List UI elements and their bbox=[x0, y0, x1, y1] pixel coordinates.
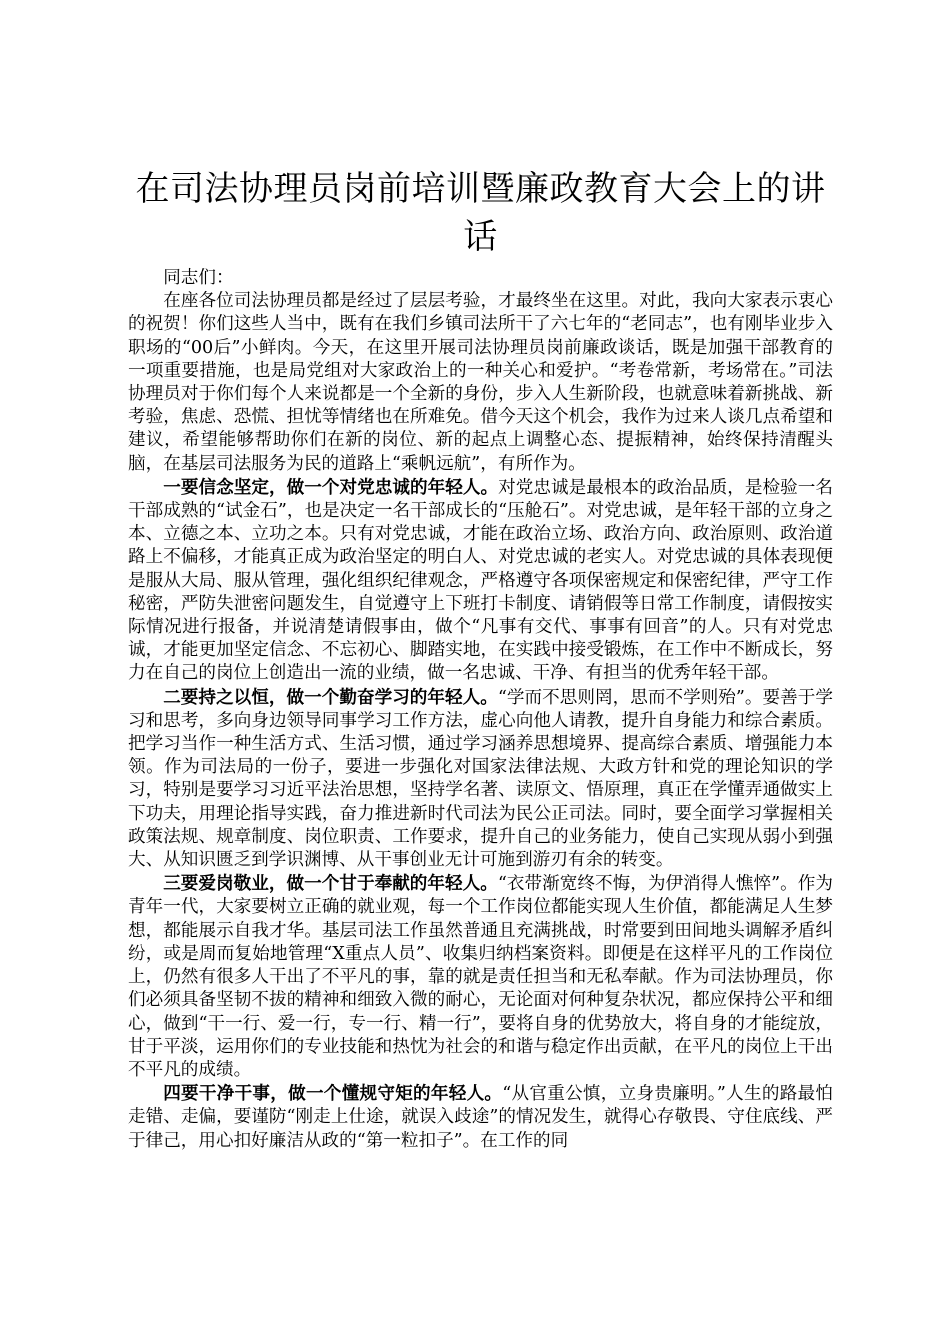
document-title: 在司法协理员岗前培训暨廉政教育大会上的讲话 bbox=[135, 169, 826, 257]
point-heading-1: 一要信念坚定，做一个对党忠诚的年轻人。 bbox=[163, 476, 499, 498]
document-body bbox=[128, 267, 833, 1153]
point-paragraph-3 bbox=[128, 872, 833, 1082]
point-heading-2: 二要持之以恒，做一个勤奋学习的年轻人。 bbox=[163, 686, 498, 708]
point-heading-4: 四要干净干事，做一个懂规守矩的年轻人。 bbox=[163, 1083, 503, 1105]
point-text-3: “衣带渐宽终不悔，为伊消得人憔悴”。作为青年一代，大家要树立正确的就业观，每一个工作岗位都能实现人生价值，都能满足人生梦想，都能展示自我才华。基层司法工作虽然普通且充满挑战，时常要到田间地头调解矛盾纠纷，或是周而复始地管理“X重点人员”、收集归纳档案资料。即便是在这样平凡的工作岗位上，仍然有很多人干出了不平凡的事，靠的就是责任担当和无私奉献。作为司法协理员，你们必须具备坚韧不拔的精神和细致入微的耐心，无论面对何种复杂状况，都应保持公平和细心，做到“干一行、爱一行，专一行、精一行”，要将自身的优势放大，将自身的才能绽放，甘于平淡，运用你们的专业技能和热忱为社会的和谐与稳定作出贡献，在平凡的岗位上干出不平凡的成绩。 bbox=[128, 874, 833, 1080]
point-paragraph-4 bbox=[128, 1082, 833, 1153]
point-paragraph-1 bbox=[128, 476, 833, 686]
document-page bbox=[128, 165, 833, 1153]
point-paragraph-2 bbox=[128, 686, 833, 873]
point-heading-3: 三要爱岗敬业，做一个甘于奉献的年轻人。 bbox=[163, 873, 498, 895]
point-text-1: 对党忠诚是最根本的政治品质，是检验一名干部成熟的“试金石”，也是决定一名干部成长的“压舱石”。对党忠诚，是年轻干部的立身之本、立德之本、立功之本。只有对党忠诚，才能在政治立场、政治方向、政治原则、政治道路上不偏移，才能真正成为政治坚定的明白人、对党忠诚的老实人。对党忠诚的具体表现便是服从大局、服从管理，强化组织纪律观念，严格遵守各项保密规定和保密纪律，严守工作秘密，严防失泄密问题发生，自觉遵守上下班打卡制度、请销假等日常工作制度，请假按实际情况进行报备，并说清楚请假事由，做个“凡事有交代、事事有回音”的人。只有对党忠诚，才能更加坚定信念、不忘初心、脚踏实地，在实践中接受锻炼，在工作中不断成长，努力在自己的岗位上创造出一流的业绩，做一名忠诚、干净、有担当的优秀年轻干部。 bbox=[128, 477, 833, 684]
greeting: 同志们： bbox=[163, 268, 234, 288]
point-text-4: “从官重公慎，立身贵廉明。”人生的路最怕走错、走偏，要谨防“刚走上仕途，就误入歧途”的情况发生，就得心存敬畏、守住底线、严于律己，用心扣好廉洁从政的“第一粒扣子”。在工作的同 bbox=[128, 1084, 833, 1151]
point-text-2: “学而不思则罔，思而不学则殆”。要善于学习和思考，多向身边领导同事学习工作方法，虚心向他人请教，提升自身能力和综合素质。把学习当作一种生活方式、生活习惯，通过学习涵养思想境界、提高综合素质、增强能力本领。作为司法局的一份子，要进一步强化对国家法律法规、大政方针和党的理论知识的学习，特别是要学习习近平法治思想，坚持学名著、读原文、悟原理，真正在学懂弄通做实上下功夫，用理论指导实践，奋力推进新时代司法为民公正司法。同时，要全面学习掌握相关政策法规、规章制度、岗位职责、工作要求，提升自己的业务能力，使自己实现从弱小到强大、从知识匮乏到学识渊博、从干事创业无计可施到游刃有余的转变。 bbox=[128, 687, 833, 871]
intro-paragraph: 在座各位司法协理员都是经过了层层考验，才最终坐在这里。对此，我向大家表示衷心的祝贺！你们这些人当中，既有在我们乡镇司法所干了六七年的“老同志”，也有刚毕业步入职场的“00后”小鲜肉。今天，在这里开展司法协理员岗前廉政谈话，既是加强干部教育的一项重要措施，也是局党组对大家政治上的一种关心和爱护。“考卷常新，考场常在。”司法协理员对于你们每个人来说都是一个全新的身份，步入人生新阶段，也就意味着新挑战、新考验，焦虑、恐慌、担忧等情绪也在所难免。借今天这个机会，我作为过来人谈几点希望和建议，希望能够帮助你们在新的岗位、新的起点上调整心态、提振精神，始终保持清醒头脑，在基层司法服务为民的道路上“乘帆远航”，有所作为。 bbox=[128, 291, 833, 474]
